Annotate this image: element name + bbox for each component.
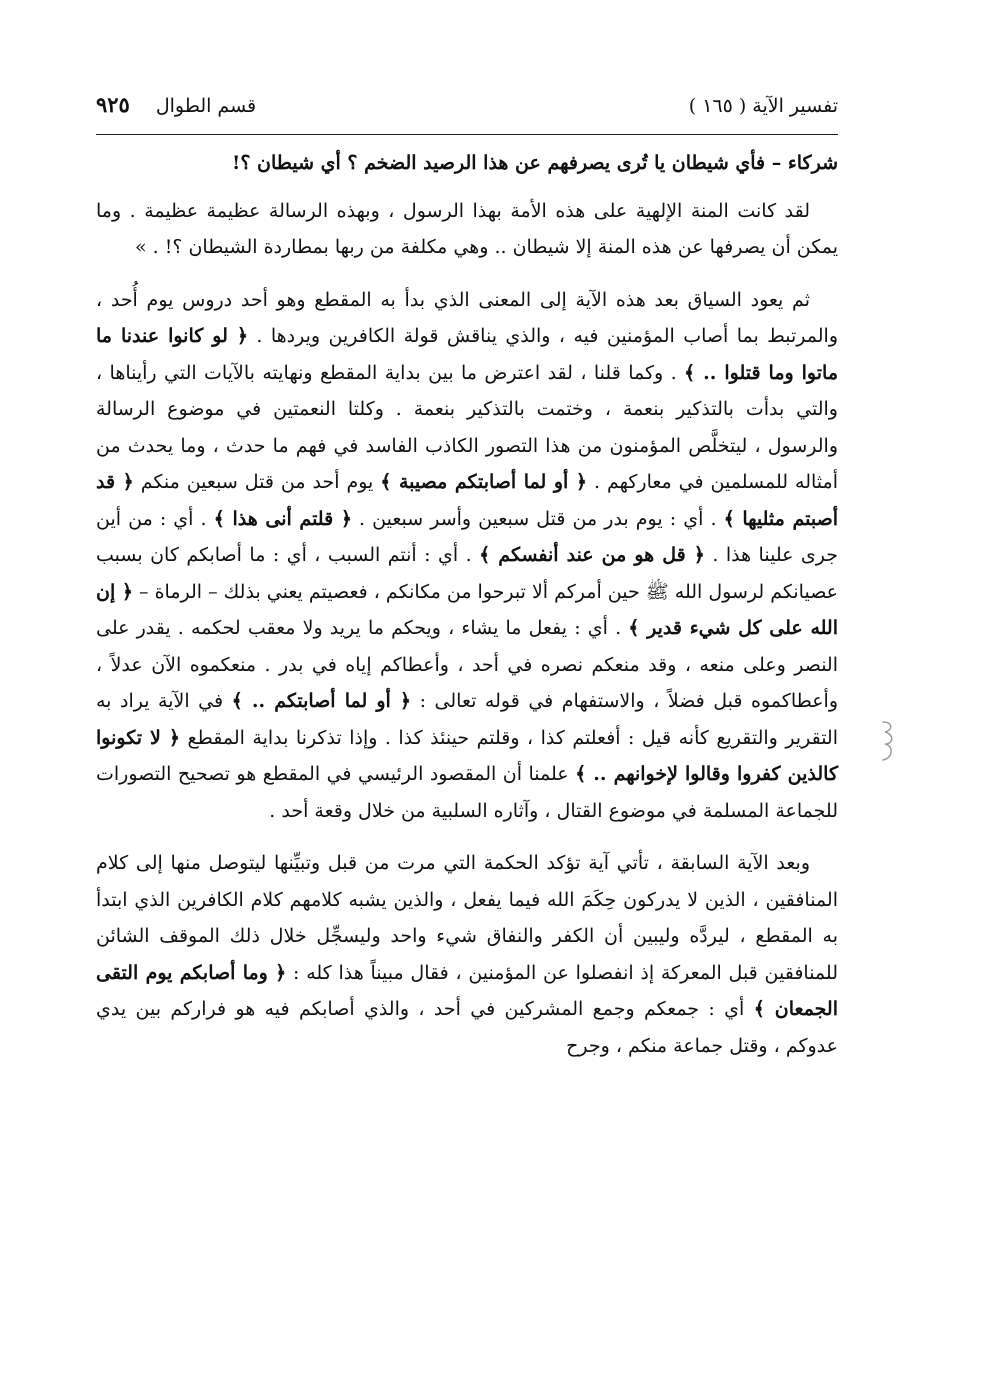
quran-verse: ﴿ لا تكونوا كالذين كفروا وقالوا لإخوانهم .. ﴾ (96, 726, 838, 785)
page-header (96, 80, 838, 130)
book-page (96, 80, 838, 1075)
header-left (96, 80, 256, 131)
paragraph-3-text-8: في الآية يراد به التقرير والتقريع كأنه قيل : أفعلتم كذا ، وقلتم حينئذ كذا . وإذا تذكرنا بداية المقطع (96, 690, 838, 749)
quran-verse: ﴿ قد أصبتم مثليها ﴾ (96, 471, 839, 530)
quran-verse: ﴿ أو لما أصابتكم مصيبة ﴾ (380, 471, 587, 493)
paragraph-4 (96, 845, 838, 1064)
paragraph-3-text-5: . أي : من أين جرى علينا هذا . (96, 507, 839, 566)
paragraph-3-text-7: . أي : يفعل ما يشاء ، ويحكم ما يريد ولا معقب لحكمه . يقدر على النصر وعلى منعه ، وقد منعكم نصره في أحد ، وأعطاكم إياه في بدر . منعكموه الآن عدلاً ، وأعطاكموه قبل فضلاً ، والاستفهام في قوله تعالى : (96, 617, 838, 712)
paragraph-1: شركاء – فأي شيطان يا تُرى يصرفهم عن هذا الرصيد الضخم ؟ أي شيطان ؟! (231, 152, 838, 174)
paragraph-4-text-2: أي : جمعكم وجمع المشركين في أحد ، والذي أصابكم فيه هو فراركم بين يدي عدوكم ، وقتل جماعة منكم ، وجرح (96, 998, 838, 1057)
paragraph-3-text-3: يوم أحد من قتل سبعين منكم (133, 471, 381, 493)
page-number: ٩٢٥ (96, 92, 130, 117)
section-title: تفسير الآية ( ١٦٥ ) (688, 95, 838, 117)
quran-verse: ﴿ إن الله على كل شيء قدير ﴾ (96, 580, 839, 639)
paragraph-3 (96, 282, 838, 830)
header-divider (96, 134, 838, 135)
quran-verse: ﴿ لو كانوا عندنا ما ماتوا وما قتلوا .. ﴾ (96, 325, 838, 384)
handwritten-margin-mark (877, 716, 899, 766)
paragraph-3-text-9: علمنا أن المقصود الرئيسي في المقطع هو تصحيح التصورات للجماعة المسلمة في موضوع القتال ، وآثاره السلبية من خلال وقعة أحد . (96, 763, 838, 822)
part-title: قسم الطوال (155, 95, 257, 117)
paragraph-3-text-6: . أي : أنتم السبب ، أي : ما أصابكم كان بسبب عصيانكم لرسول الله ﷺ حين أمركم ألا تبرحوا من مكانكم ، فعصيتم يعني بذلك – الرماة – (96, 544, 839, 603)
quran-verse: ﴿ قلتم أنى هذا ﴾ (213, 507, 352, 530)
paragraph-2: لقد كانت المنة الإلهية على هذه الأمة بهذا الرسول ، وبهذه الرسالة عظيمة عظيمة . وما يمكن أن يصرفها عن هذه المنة إلا شيطان .. وهي مكلفة من ربها بمطاردة الشيطان ؟! . » (96, 199, 838, 258)
quran-verse: ﴿ وما أصابكم يوم التقى الجمعان ﴾ (96, 961, 838, 1020)
paragraph-3-text-1: ثم يعود السياق بعد هذه الآية إلى المعنى الذي بدأ به المقطع وهو أحد دروس يوم أُحد ، والمرتبط بما أصاب المؤمنين فيه ، والذي يناقش قولة الكافرين ويردها . (96, 288, 838, 347)
paragraph-3-text-2: . وكما قلنا ، لقد اعترض ما بين بداية المقطع ونهايته بالآيات التي رأيناها ، والتي بدأت بالتذكير بنعمة ، وختمت بالتذكير بنعمة . وكلتا النعمتين في موضوع الرسالة والرسول ، ليتخلَّص المؤمنون من هذا التصور الكاذب الفاسد في فهم ما حدث ، وما يحدث من أمثاله للمسلمين في معاركهم . (96, 361, 838, 493)
quran-verse: ﴿ قل هو من عند أنفسكم ﴾ (479, 544, 705, 566)
paragraph-3-text-4: . أي : يوم بدر من قتل سبعين وأسر سبعين . (351, 507, 724, 530)
header-right (689, 81, 838, 131)
paragraph-4-text-1: وبعد الآية السابقة ، تأتي آية تؤكد الحكمة التي مرت من قبل وتبيِّنها ليتوصل منها إلى كلام المنافقين ، الذين لا يدركون حِكَمَ الله فيما يفعل ، والذين يشبه كلامهم كلام الكافرين الذي ابتدأ به المقطع ، ليردَّه وليبين أن الكفر والنفاق شيء واحد وليسجِّل خلال ذلك الموقف الشائن للمنافقين قبل المعركة إذ انفصلوا عن المؤمنين ، فقال مبيناً هذا كله : (96, 852, 838, 984)
quran-verse: ﴿ أو لما أصابتكم .. ﴾ (231, 690, 412, 712)
